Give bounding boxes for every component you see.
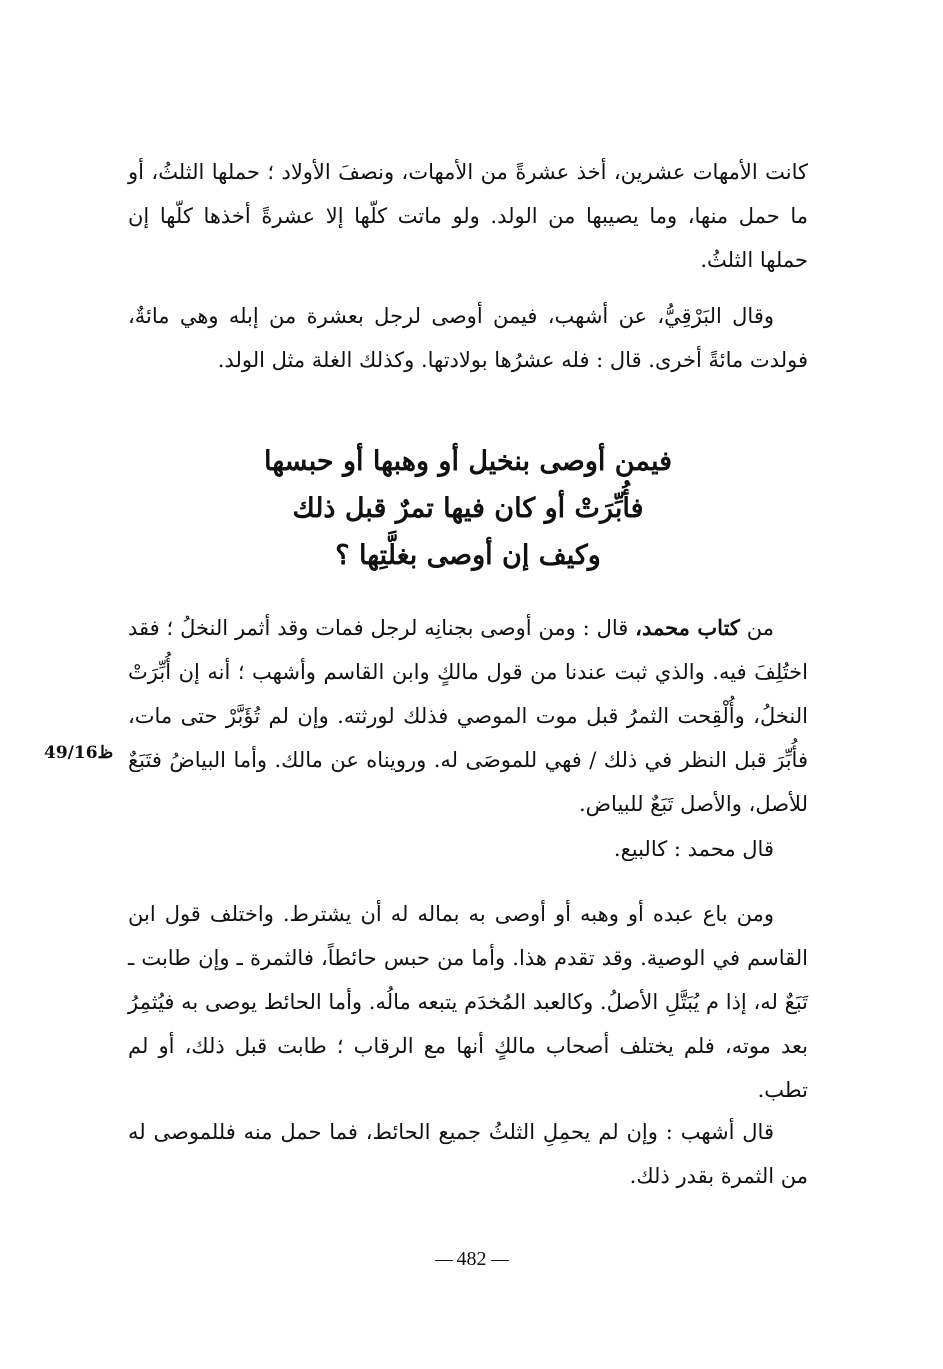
heading-line-3: وكيف إن أوصى بغلَّتِها ؟ xyxy=(335,540,601,571)
paragraph-4-text: قال محمد : كالبيع. xyxy=(613,837,774,861)
paragraph-3-text xyxy=(128,606,808,826)
paragraph-2-text: وقال البَرْقِيُّ، عن أشهب، فيمن أوصى لرجل بعشرة من إبله وهي مائةٌ، فولدت مائةً أخرى. قال : فله عشرُها بولادتها. وكذلك الغلة مثل الولد. xyxy=(128,304,808,372)
paragraph-3 xyxy=(128,606,808,826)
paragraph-6 xyxy=(128,1110,808,1198)
paragraph-5 xyxy=(128,892,808,1112)
heading-line-1: فيمن أوصى بنخيل أو وهبها أو حبسها xyxy=(263,446,673,477)
page-number xyxy=(0,1244,943,1274)
heading-line-2: فأُبِّرَتْ أو كان فيها تمرٌ قبل ذلك xyxy=(292,493,644,524)
page-number-dash-right xyxy=(491,1260,509,1261)
paragraph-4 xyxy=(128,827,808,871)
paragraph-5-text: ومن باع عبده أو وهبه أو أوصى به بماله له أن يشترط. واختلف قول ابن القاسم في الوصية. وقد تقدم هذا. وأما من حبس حائطاً، فالثمرة ـ وإن طابت ـ تَبَعٌ له، إذا م يُبَتَّلِ الأصلُ. وكالعبد المُخدَم يتبعه مالُه. وأما الحائط يوصى به فيُثمِرُ بعد موته، فلم يختلف أصحاب مالكٍ أنها مع الرقاب ؛ طابت قبل ذلك، أو لم تطب. xyxy=(128,902,808,1102)
paragraph-1 xyxy=(128,150,808,282)
page-number-dash-left xyxy=(435,1260,453,1261)
source-title: كتاب محمد، xyxy=(635,615,740,640)
paragraph-2 xyxy=(128,294,808,382)
paragraph-6-text: قال أشهب : وإن لم يحمِلِ الثلثُ جميع الحائط، فما حمل منه فللموصى له من الثمرة بقدر ذلك. xyxy=(128,1120,808,1188)
source-prefix: من xyxy=(739,616,775,640)
paragraph-3-body: قال : ومن أوصى بجنانِه لرجل فمات وقد أثمر النخلُ ؛ فقد اختُلِفَ فيه. والذي ثبت عندنا من قول مالكٍ وابن القاسم وأشهب ؛ أنه إن أُبِّرَتْ النخلُ، وأُلْقِحت الثمرُ قبل موت الموصي فذلك لورثته. وإن لم تُؤَبَّرْ حتى مات، فأُبِّرَ قبل النظر في ذلك / فهي للموصَى له. ورويناه عن مالك. وأما البياضُ فتَبَعٌ للأصل، والأصل تَبَعٌ للبياض. xyxy=(128,616,808,816)
manuscript-folio-note: ظ49/16 xyxy=(44,743,114,763)
paragraph-1-text: كانت الأمهات عشرين، أخذ عشرةً من الأمهات، ونصفَ الأولاد ؛ حملها الثلثُ، أو ما حمل منها، وما يصيبها من الولد. ولو ماتت كلّها إلا عشرةً أخذها كلّها إن حملها الثلثُ. xyxy=(128,160,808,272)
page-number-value: 482 xyxy=(456,1248,487,1270)
section-heading xyxy=(128,438,808,579)
